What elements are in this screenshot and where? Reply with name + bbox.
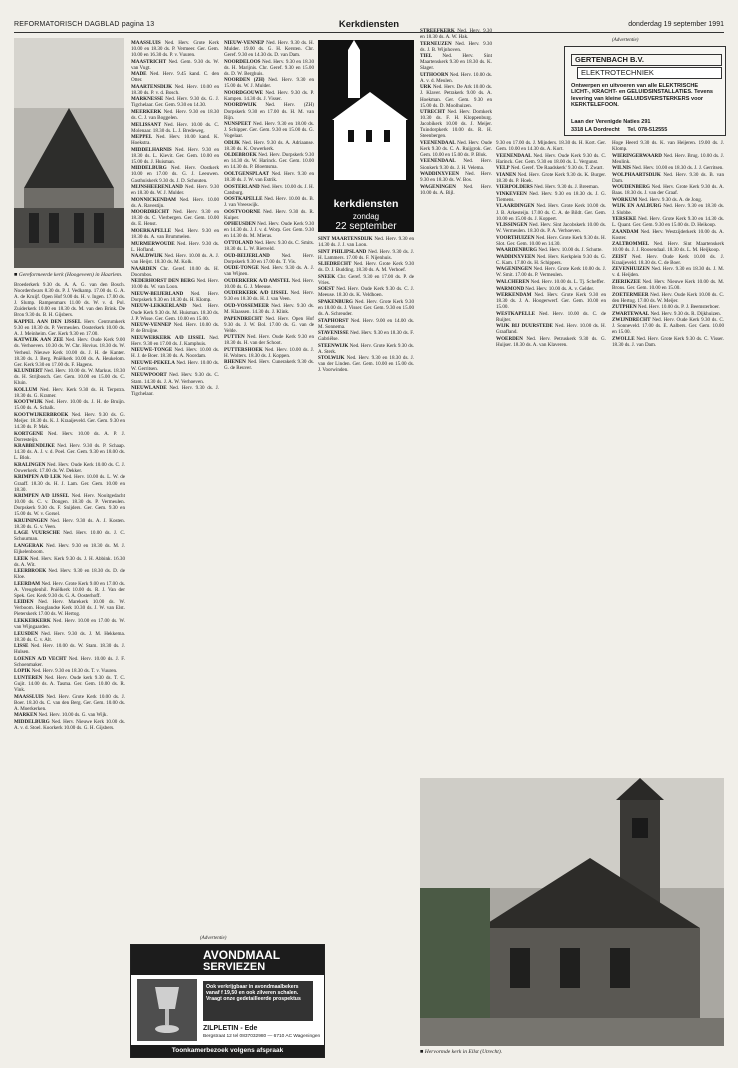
- listing-entry: SOEST Ned. Herv. Oude Kerk 9.30 ds. C. J. Meeuse. 18.30 ds. K. Veldhoen.: [318, 286, 414, 299]
- banner-day: zondag: [352, 212, 380, 221]
- listing-entry: ZWARTEWAAL Ned. Herv. 9.30 ds. R. Dijkhuizen.: [612, 310, 722, 317]
- listing-entry: VIANEN Ned. Herv. Grote Kerk 9.30 ds. K. Burger. 18.30 ds. P. Hoek.: [496, 171, 606, 184]
- listing-entry: NEDERHORST DEN BERG Ned. Herv. 10.00 ds. W. van Loon.: [131, 278, 219, 291]
- listing-entry: OUDERKERK A/D AMSTEL Ned. Herv. 10.00 ds. G. J. Meeuse.: [224, 277, 314, 290]
- listing-entry: LEIDEN Ned. Herv. Marekerk 10.00 ds. W. Verboom. Hooglandse Kerk 10.30 ds. J. W. van Elst. Pieterskerk 17.00 ds. W. Hertog.: [14, 599, 125, 618]
- listing-entry: LEERBROEK Ned. Herv. 9.30 en 18.30 ds. D. de Kloe.: [14, 568, 125, 581]
- listing-entry: MAARTENSDIJK Ned. Herv. 10.00 en 18.30 ds. P. v. d. Bosch.: [131, 83, 219, 96]
- listing-entry: MADE Ned. Herv. 9.45 kand. C. den Otter.: [131, 71, 219, 84]
- listing-entry: WIJK EN AALBURG Ned. Herv. 9.30 en 18.30 ds. J. Slobbe.: [612, 203, 724, 216]
- listing-entry: NIEUWE-TONGE Ned. Herv. 10.00 ds. H. J. de Boer. 18.30 ds. A. Noordam.: [131, 347, 219, 360]
- listing-entry: VEENENDAAL Ned. Herv. Sionkerk 9.30 ds. J. H. Velema.: [420, 158, 492, 171]
- listing-entry: MIJNSHEERENLAND Ned. Herv. 9.30 en 18.30 ds. W. J. Mulder.: [131, 184, 219, 197]
- photo-caption-right: ■ Hervormde kerk in Ellst (Utrecht).: [420, 1049, 503, 1055]
- listing-entry: KOLLUM Ned. Herv. Kerk 9.30 ds. H. Terpstra. 18.30 ds. G. Kramer.: [14, 386, 125, 399]
- listing-entry: LOENEN A/D VECHT Ned. Herv. 10.00 ds. J. F. Schoenmaker.: [14, 655, 125, 668]
- listing-entry: WORKUM Ned. Herv. 9.30 ds. A. de Jong.: [612, 196, 703, 203]
- listing-entry: VLISSINGEN Ned. Herv. Sint Jacobskerk 10.00 ds. W. Vermeulen. 18.30 ds. P. A. Verhoeven.: [496, 222, 606, 235]
- listing-entry: SINT PHILIPSLAND Ned. Herv. 9.30 ds. J. H. Lammers. 17.00 ds. F. Nijenhuis.: [318, 248, 414, 261]
- listing-column-4: [318, 236, 414, 1066]
- listing-entry: SNEEK Chr. Geref. 9.30 en 17.00 ds. P. de Vries.: [318, 273, 414, 286]
- listing-entry: WERKENDAM Ned. Herv. Grote Kerk 9.30 en 18.30 ds. J. A. Hoogerwerf. Ger. Gem. 10.00 en 15.00.: [496, 292, 606, 311]
- listing-entry: WESTKAPELLE Ned. Herv. 10.00 ds. C. de Ruijter.: [496, 310, 606, 323]
- listing-entry: TERNEUZEN Ned. Herv. 9.30 ds. J. B. Wijnhoven.: [420, 40, 492, 53]
- listing-entry: NIEUW-LEKKERLAND Ned. Herv. Oude Kerk 9.30 ds. M. Huisman. 18.30 ds. J. P. Wisse. Ger. Gem. 10.00 en 15.00.: [131, 303, 219, 322]
- ad-company-sub: ELEKTROTECHNIEK: [577, 67, 722, 79]
- listing-entry: STAVENISSE Ned. Herv. 9.30 en 18.30 ds. F. Gabriëlse.: [318, 330, 414, 343]
- listing-entry: NUNSPEET Ned. Herv. 9.30 en 18.00 ds. J. Schipper. Ger. Gem. 9.30 en 15.00 ds. G. Vogelaar.: [224, 121, 314, 140]
- listing-entry: NIEUWE-PEKELA Ned. Herv. 10.00 ds. W. Gerritsen.: [131, 359, 219, 372]
- section-title: Kerkdiensten: [338, 19, 400, 30]
- listing-entry: OTTOLAND Ned. Herv. 9.30 ds. C. Smits. 18.30 ds. L. W. Rietveld.: [224, 240, 314, 253]
- listing-column-3: [224, 40, 314, 940]
- listing-entry: UTRECHT Ned. Herv. Domkerk 10.30 ds. F. H. Kloppenburg. Jacobikerk 10.00 ds. J. Meijer. Tuindorpkerk 10.00 ds. R. H. Steenbergen.: [420, 109, 492, 140]
- listing-entry: MAASTRICHT Ned. Gem. 9.30 ds. W. van Vugt.: [131, 58, 219, 71]
- listing-entry: URK Ned. Herv. De Ark 10.00 ds. J. Klaver. Petrakerk 9.00 ds. A. Hoekman. Ger. Gem. 9.30 en 15.00 ds. D. Moolhuizen.: [420, 84, 492, 109]
- listing-entry: NIEUWLANDE Ned. Herv. 9.30 ds. J. Tigchelaar.: [131, 385, 219, 398]
- listing-entry: LEEK Ned. Herv. Kerk 9.30 ds. J. H. Abbink. 16.30 ds. A. Wit.: [14, 555, 125, 568]
- listing-entry: KRALINGEN Ned. Herv. Oude Kerk 10.00 ds. C. J. Ouwerkerk. 17.00 ds. W. Dekker.: [14, 461, 125, 474]
- listing-entry: MIDDELHARNIS Ned. Herv. 9.30 en 18.30 ds. L. Kievit. Ger. Gem. 10.00 en 15.00 ds. J. Huisman.: [131, 146, 219, 165]
- listing-entry: KRUININGEN Ned. Herv. 9.30 ds. A. J. Kosten. 18.30 ds. G. v. Veen.: [14, 517, 125, 530]
- listing-entry: ODIJK Ned. Herv. 9.30 ds. A. Adriaanse. 18.30 ds. K. Ouwerkerk.: [224, 139, 314, 152]
- listing-entry: SINT MAARTENSDIJK Ned. Herv. 9.30 en 14.30 ds. J. J. van Loon.: [318, 236, 414, 249]
- listing-entry: KRIMPEN A/D IJSSEL Ned. Herv. Nooitgedacht 10.00 ds. C. v. Dongen. 18.30 ds. P. Vermeulen. Dorpskerk 9.30 ds. F. Snijders. Ger. Gem. 9.30 en 15.00 ds. W. v. Gorsel.: [14, 493, 125, 518]
- listing-entry: WARMOND Ned. Herv. 10.00 ds. A. v. Gelder.: [496, 285, 595, 292]
- listing-entry: MELISSANT Ned. Herv. 10.00 ds. C. Molenaar. 18.30 ds. L. J. Bredeweg.: [131, 121, 219, 134]
- listing-entry: VEENENDAAL Ned. Herv. Oude Kerk 9.30 ds. C. A. Ruijgrok. Ger. Gem. 10.00 en 15.00 ds. P. Blok.: [420, 139, 492, 158]
- header-date: donderdag 19 september 1991: [628, 21, 724, 28]
- ad-heading-1: AVONDMAAL: [203, 948, 281, 962]
- listing-entry: VOORTHUIZEN Ned. Herv. Grote Kerk 9.30 ds. H. Slot. Ger. Gem. 10.00 en 14.30.: [496, 234, 606, 247]
- listing-entry: LUNTEREN Ned. Herv. Oude kerk 9.30 ds. T. C. Gujit. 14.00 ds. A. Tasma. Ger. Gem. 10.00 ds. R. Vink.: [14, 674, 125, 694]
- listing-entry: NAARDEN Chr. Geref. 10.00 ds. H. Doornbos.: [131, 265, 219, 278]
- listing-entry: NAALDWIJK Ned. Herv. 10.00 ds. A. J. van Heijst. 18.30 ds. M. Kolk.: [131, 253, 219, 266]
- listing-entry: MARKEN Ned. Herv. 10.00 ds. G. van Wijk.: [14, 712, 108, 719]
- listing-entry: OPHEUSDEN Ned. Herv. Oude Kerk 9.30 en 14.30 ds. J. J. v. d. Worp. Ger. Gem. 9.30 en 14.30 ds. M. Mieras.: [224, 221, 314, 240]
- church-photo-haarlem: [14, 38, 124, 268]
- listing-entry: PAPENDRECHT Ned. Herv. Open Hof 9.30 ds. J. W. Bol. 17.00 ds. G. van de Velde.: [224, 315, 314, 334]
- listing-column-1: [14, 282, 125, 1062]
- listing-entry: LEERDAM Ned. Herv. Grote Kerk 9.00 en 17.00 ds. A. Vreugdenhil. Pniëlkerk 10.00 ds. R. J. Van der Spek. Ger. Kerk 9.30 ds. G. A. Oosterhoff.: [14, 580, 125, 599]
- listing-entry: WOLPHAARTSDIJK Ned. Herv. 9.30 ds. B. van Dam.: [612, 171, 724, 184]
- listing-entry: LANGERAK Ned. Herv. 9.30 en 18.30 ds. M. J. Eijkelenboom.: [14, 542, 125, 556]
- chalice-image: [137, 979, 197, 1041]
- church-silhouette-icon: [318, 40, 414, 190]
- listing-entry: KRABBENDIJKE Ned. Herv. 9.30 ds. P. Schaap. 14.30 ds. A. J. v. d. Poel. Ger. Gem. 9.30 en 18.00 ds. L. Blok.: [14, 443, 125, 462]
- ad-heading-2: SERVIEZEN: [203, 961, 266, 973]
- banner-date: 22 september: [335, 221, 397, 232]
- listing-entry: SLIEDRECHT Ned. Herv. Grote Kerk 9.30 ds. D. J. Budding. 18.30 ds. A. M. Verhoef.: [318, 261, 414, 274]
- ad-city-phone: 3318 LA Dordrecht Tel. 078-512555: [571, 127, 668, 133]
- listing-entry: NIEUW-BEIJERLAND Ned. Herv. Dorpskerk 9.30 en 18.30 ds. H. Klomp.: [131, 290, 219, 303]
- listing-entry: UITHOORN Ned. Herv. 10.00 ds. A. v. d. Meulen.: [420, 71, 492, 84]
- listing-column-6: [496, 140, 606, 770]
- listing-entry: VINKEVEEN Ned. Herv. 9.30 en 18.30 ds. J. G. Tiemens.: [496, 190, 606, 203]
- ad-company: ZILPLETIN - Ede: [203, 1025, 258, 1032]
- listing-entry: ZEVENHUIZEN Ned. Herv. 9.30 en 18.30 ds. J. M. v. d. Heijden.: [612, 266, 724, 279]
- listing-entry: MURMERWOUDE Ned. Herv. 9.30 ds. L. Hofland.: [131, 240, 219, 253]
- listing-entry: MONNICKENDAM Ned. Herv. 10.00 ds. A. Ravestijn.: [131, 196, 219, 209]
- photo-caption-left: ■ Gereformeerde kerk (Hoogeveen) in Haarlem.: [14, 272, 123, 278]
- ad-footer: Toonkamerbezoek volgens afspraak: [131, 1045, 324, 1057]
- listing-entry: ZOETERMEER Ned. Herv. Oude Kerk 10.00 ds. C. den Hertog. 17.00 ds. W. Meijer.: [612, 291, 724, 304]
- listing-entry: WOUDENBERG Ned. Herv. Grote Kerk 9.30 ds. A. Baas. 18.30 ds. J. van der Graaf.: [612, 184, 724, 197]
- listing-entry: TIEL Ned. Herv. Sint Maartenskerk 9.30 en 18.30 ds. K. Slager.: [420, 53, 492, 72]
- listing-entry: ZEIST Ned. Herv. Oude Kerk 10.00 ds. J. Kraaijeveld. 18.30 ds. C. de Boer.: [612, 253, 724, 266]
- listing-entry: ZALTBOMMEL Ned. Herv. Sint Maartenskerk 10.00 ds. J. J. Roosendaal. 18.30 ds. L. M. Heijkoop.: [612, 241, 724, 254]
- listing-entry: VEENENDAAL Ned. Herv. Oude Kerk 9.30 ds. C. Harinck. Ger. Gem. 9.30 en 18.00 ds. L. Vergunst.: [496, 152, 606, 165]
- listing-entry: LISSE Ned. Herv. 10.00 ds. W. Stam. 18.30 ds. J. Hulsen.: [14, 643, 125, 656]
- listing-entry: LOPIK Ned. Herv. 9.30 en 18.30 ds. T. v. Vuuren.: [14, 668, 118, 675]
- listing-entry: VLAARDINGEN Ned. Herv. Grote Kerk 10.00 ds. J. B. Arkesteijn. 17.00 ds. C. A. de Bildt. Ger. Gem. 10.00 en 15.00 ds. J. Koppert.: [496, 203, 606, 222]
- listing-entry: KAPPEL AAN DEN IJSSEL Herv. Centrumkerk 9.30 en 18.30 ds. P. Vermeulen. Oosterkerk 10.00 ds. A. J. Meinheim. Ger. Kerk 9.30 en 17.00.: [14, 318, 125, 337]
- gertenbach-advertisement: [564, 46, 726, 136]
- listing-entry: MOORDRECHT Ned. Herv. 9.30 en 18.30 ds. C. Vierbergen. Ger. Gem. 10.00 ds. E. Henst.: [131, 209, 219, 228]
- listing-entry: NIEUW-VENNEP Ned. Herv. 9.30 ds. H. Mulder. 19.00 ds. G. H. Kersten. Chr. Geref. 9.30 en 14.30 ds. D. van Dam.: [224, 40, 314, 59]
- listing-entry: VIERPOLDERS Ned. Herv. 9.30 ds. J. Breeman.: [496, 184, 599, 191]
- listing-entry: KRIMPEN A/D LEK Ned. Herv. 10.00 ds. L. W. de Graaff. 18.30 ds. H. J. Lam. Ger. Gem. 10.00 en 18.30.: [14, 474, 125, 493]
- listing-entry: OOSTVOORNE Ned. Herv. 9.30 ds. R. Kuiper.: [224, 208, 314, 221]
- ad-address: Laan der Verenigde Naties 291: [571, 119, 651, 125]
- listing-entry: ZUTPHEN Ned. Herv. 10.00 ds. P. J. Beemsterboer.: [612, 304, 720, 311]
- listing-entry: VELP Ned. Geref. 'De Raadskerk' 9.30 ds. T. Zwart.: [496, 165, 604, 172]
- listing-entry: MIDDELBURG Ned. Herv. Nieuwe Kerk 10.00 ds. A. v. d. Stoel. Koorkerk 10.00 ds. G. H. Gijsbers.: [14, 718, 125, 731]
- listing-entry: OUD-VOSSEMEER Ned. Herv. 9.30 ds. M. Klaassen. 14.30 ds. J. Klink.: [224, 302, 314, 316]
- listing-entry: MAASSLUIS Ned. Herv. Grote Kerk 10.00 en 18.30 ds. P. Vermeer. Ger. Gem. 10.00 en 16.30 ds. P. v. Vuuren.: [131, 40, 219, 59]
- ad-body: Ontwerpen en uitvoeren van alle ELEKTRISCHE LICHT-, KRACHT- en GELUIDSINSTALLATIES. Tevens levering van kleine GELUIDSVERSTERKERS voor KERKTELEFOON.: [571, 83, 714, 109]
- ad-company-name: GERTENBACH B.V.: [571, 54, 722, 66]
- listing-entry: ZAANDAM Ned. Herv. Westzijderkerk 10.00 ds. A. Koster.: [612, 228, 724, 241]
- listing-entry: ZWOLLE Ned. Herv. Grote Kerk 9.30 ds. C. Visser. 18.30 ds. J. van Dam.: [612, 335, 724, 348]
- listing-entry: WAGENINGEN Ned. Herv. Grote Kerk 10.00 ds. J. W. Smit. 17.00 ds. P. Vermeulen.: [496, 266, 606, 279]
- listing-entry: NIEUWPOORT Ned. Herv. 9.30 ds. C. Stam. 14.30 ds. J. A. W. Verhoeven.: [131, 372, 219, 385]
- listing-entry: OOSTKAPELLE Ned. Herv. 10.00 ds. B. J. van Vreeswijk.: [224, 196, 314, 209]
- listing-entry: WADDINXVEEN Ned. Herv. 9.30 en 18.30 ds. W. Bos.: [420, 171, 492, 184]
- banner-title: kerkdiensten: [333, 198, 399, 210]
- listing-entry: NOORDGOUWE Ned. Herv. 9.30 ds. P. Kampen. 14.30 ds. J. Visser.: [224, 89, 314, 102]
- listing-entry: KOOTWIJKERBROEK Ned. Herv. 9.30 ds. G. Meijer. 18.30 ds. K. J. Kraaijeveld. Ger. Gem. 9.30 en 14.30 ds. P. Mak.: [14, 411, 125, 431]
- listing-entry: WALCHEREN Ned. Herv. 10.00 ds. L. Tj. Scheffer.: [496, 279, 605, 286]
- listing-entry: WAARDENBURG Ned. Herv. 10.00 ds. J. Schutte.: [496, 247, 603, 254]
- listing-entry: OUD-BEIJERLAND Ned. Herv. Dorpskerk 9.30 en 17.00 ds. T. Vis.: [224, 252, 314, 265]
- ad-address-bottom: Bergstraat 12 tel 0837032980 — 6710 AC Wageningen: [203, 1034, 321, 1039]
- listing-entry: MOERKAPELLE Ned. Herv. 9.30 en 18.30 ds. A. van Brummelen.: [131, 227, 219, 240]
- kerkdiensten-banner: [318, 40, 414, 232]
- listing-entry: LEUSDEN Ned. Herv. 9.30 ds. J. M. Hekkema. 18.30 ds. C. v. Alt.: [14, 630, 125, 643]
- listing-entry: WOERDEN Ned. Herv. Petruskerk 9.30 ds. G. Huijser. 18.30 ds. A. van Klaveren.: [496, 335, 606, 348]
- listing-column-5: [420, 28, 492, 773]
- listing-entry: STEENWIJK Ned. Herv. Grote Kerk 9.30 ds. A. Sterk.: [318, 342, 414, 355]
- ad-label-bottom: (Advertentie): [200, 936, 227, 941]
- listing-entry: SPAKENBURG Ned. Herv. Grote Kerk 9.30 en 18.00 ds. J. Visser. Ger. Gem. 9.30 en 15.00 ds. A. Schreuder.: [318, 298, 414, 318]
- listing-entry: KATWIJK AAN ZEE Ned. Herv. Oude Kerk 9.00 ds. Verhoeven. 10.30 ds. W. Chr. Hovius. 18.30 ds. W. Verheul. Nieuwe Kerk 10.00 ds. J. H. de Kanter. 18.30 ds. J. Berg. Pniëlkerk 10.00 ds. A. Heukelom. Ger. Kerk 9.30 en 17.00 ds. F. Hagens.: [14, 337, 125, 368]
- listing-entry: NOORDWIJK Ned. Herv. (ZH) Dorpskerk 9.30 en 17.00 ds. H. M. van Rijn.: [224, 102, 314, 121]
- avondmaal-advertisement: [130, 944, 325, 1058]
- listing-column-2: [131, 40, 219, 940]
- listing-entry: NOORDELOOS Ned. Herv. 9.30 en 18.30 ds. H. Marijnis. Chr. Geref. 9.30 en 15.00 ds. D. W. Berghuis.: [224, 58, 314, 77]
- church-photo-elst: [420, 778, 724, 1046]
- listing-entry: LEKKERKERK Ned. Herv. 10.00 en 17.00 ds. W. van Wijngaarden.: [14, 618, 125, 631]
- listing-entry: MIDDELBURG Ned. Herv. Oostkerk 10.00 en 17.00 ds. G. J. Leeuwen. Gasthuiskerk 9.30 ds. J. D. Schouten.: [131, 165, 219, 184]
- listing-entry: PUTTERSHOEK Ned. Herv. 10.00 ds. J. H. Wolters. 18.30 ds. J. Koppen.: [224, 346, 314, 359]
- listing-entry: KLUNDERT Ned. Herv. 10.00 ds. W. Markus. 18.30 ds. H. Strijbosch. Ger. Gem. 10.00 en 15.00 ds. C. Kluin.: [14, 368, 125, 387]
- ad-label-top: (Advertentie): [612, 38, 639, 43]
- listing-entry: KOOTWIJK Ned. Herv. 10.00 ds. J. H. de Bruijn. 15.00 ds. A. Schalk.: [14, 399, 125, 412]
- listing-entry: STOLWIJK Ned. Herv. 9.30 en 18.30 ds. J. van der Linden. Ger. Gem. 10.00 en 15.00 ds. J. Voorwinden.: [318, 355, 414, 374]
- listing-entry: OOLTGENSPLAAT Ned. Herv. 9.30 en 18.30 ds. J. W. van Estrik.: [224, 170, 314, 184]
- listing-entry: OLDEBROEK Ned. Herv. Dorpskerk 9.30 en 14.30 ds. W. Harinck. Ger. Gem. 10.00 en 14.30 ds. P. Bloemsma.: [224, 152, 314, 171]
- listing-entry: NIEUW-VENNEP Ned. Herv. 10.00 ds. P. de Bruijne.: [131, 322, 219, 335]
- listing-entry: OOSTERLAND Ned. Herv. 10.00 ds. J. H. Catsburg.: [224, 183, 314, 196]
- header-left: REFORMATORISCH DAGBLAD pagina 13: [14, 21, 155, 28]
- listing-entry: WADDINXVEEN Ned. Herv. Kerkplein 9.30 ds. G. C. Kam. 17.00 ds. H. Schippers.: [496, 253, 606, 266]
- listing-entry: OUDERKERK A/D IJSSEL Ned. Herv. 9.30 en 18.30 ds. H. J. van Veen.: [224, 290, 314, 303]
- listing-entry: MAASSLUIS Ned. Herv. Grote Kerk 10.00 ds. J. Boer. 18.30 ds. C. van den Berg. Ger. Gem. 10.00 ds. A. Moerkerken.: [14, 693, 125, 712]
- ad-description: Ook verkrijgbaar in avondmaalbekers vanaf f 19,50 en ook zilveren schalen. Vraagt onze gedetailleerde prospektus: [203, 981, 313, 1021]
- listing-entry: PUTTEN Ned. Herv. Oude Kerk 9.30 en 18.30 ds. H. van der Schoot.: [224, 334, 314, 347]
- listing-entry: RHENEN Ned. Herv. Cunerakerk 9.30 ds. G. de Reuver.: [224, 359, 314, 372]
- listing-entry: NIEUWERKERK A/D IJSSEL Ned. Herv. 9.30 en 17.00 ds. J. Kamphuis.: [131, 334, 219, 347]
- listing-entry: MARKNESSE Ned. Herv. 9.30 ds. G. J. Tigchelaar. Ger. Gem. 9.30 en 14.30.: [131, 96, 219, 109]
- listing-entry: ZIERIKZEE Ned. Herv. Nieuwe Kerk 10.00 ds. M. Brons. Ger. Gem. 10.00 en 15.00.: [612, 279, 724, 292]
- listing-entry: STAPHORST Ned. Herv. 9.00 en 14.00 ds. M. Sonnema.: [318, 317, 414, 330]
- listing-entry: OUDE-TONGE Ned. Herv. 9.30 ds. A. J. van Wijnen.: [224, 265, 314, 278]
- listing-column-7: [612, 140, 724, 770]
- listing-entry: LAGE VUURSCHE Ned. Herv. 10.00 ds. J. C. Schuurman.: [14, 530, 125, 543]
- listing-entry: YERSEKE Ned. Herv. Grote Kerk 9.30 en 14.30 ds. L. Quant. Ger. Gem. 9.30 en 15.00 ds. D. Heikoop.: [612, 216, 724, 229]
- listing-entry: Hoge Heerd 9.30 ds. K. van Heijeren. 19.00 ds. J. Klomp.: [612, 140, 724, 153]
- listing-entry: STREEFKERK Ned. Herv. 9.30 en 18.30 ds. A. W. Hak.: [420, 28, 492, 41]
- listing-entry: WIJK BIJ DUURSTEDE Ned. Herv. 10.00 ds. H. Graafland.: [496, 323, 606, 336]
- listing-entry: ZWIJNDRECHT Ned. Herv. Oude Kerk 9.30 ds. C. J. Sonneveld. 17.00 ds. E. Aalbers. Ger. Gem. 10.00 en 15.00.: [612, 317, 724, 336]
- listing-entry: 9.30 en 17.00 ds. J. Mijnders. 18.30 ds. H. Kort. Ger. Gem. 10.00 en 14.30 ds. A. Kort.: [496, 140, 606, 153]
- listing-entry: Broederkerk 9.30 ds. A. A. G. van den Bosch. Noorderdwars 8.30 ds. P. J. Vedkamp. 17.00 ds. G. A. A. de Kruijf. Open Hof 9.00 ds. H. v. Ingen. 17.00 ds. J. Slump. Rampenmars 11.00 ds. W. v. d. Pol. Zuiderkerk 10.00 en 18.30 ds. M. van den Brink. De Bron 9.30 ds. B. H. Gijsbers.: [14, 282, 125, 319]
- listing-entry: WILNIS Ned. Herv. 10.00 en 18.30 ds. J. J. Gerritsen.: [612, 165, 724, 172]
- listing-entry: KORTGENE Ned. Herv. 10.00 ds. A. P. J. Dorresteijn.: [14, 430, 125, 443]
- listing-entry: MEPPEL Ned. Herv. 10.00 kand. K. Hoekstra.: [131, 134, 219, 147]
- listing-entry: WAGENINGEN Ned. Herv. 10.00 ds. A. Bijl.: [420, 183, 492, 196]
- listing-entry: WIERINGERWAARD Ned. Herv. Brug. 10.00 ds. J. Meulink.: [612, 152, 724, 165]
- listing-entry: MEERKERK Ned. Herv. 9.30 en 18.30 ds. C. J. van Boggelen.: [131, 109, 219, 122]
- listing-entry: NOORDEN (ZH) Ned. Herv. 9.30 en 15.00 ds. W. J. Mulder.: [224, 77, 314, 90]
- page-header: [14, 20, 724, 33]
